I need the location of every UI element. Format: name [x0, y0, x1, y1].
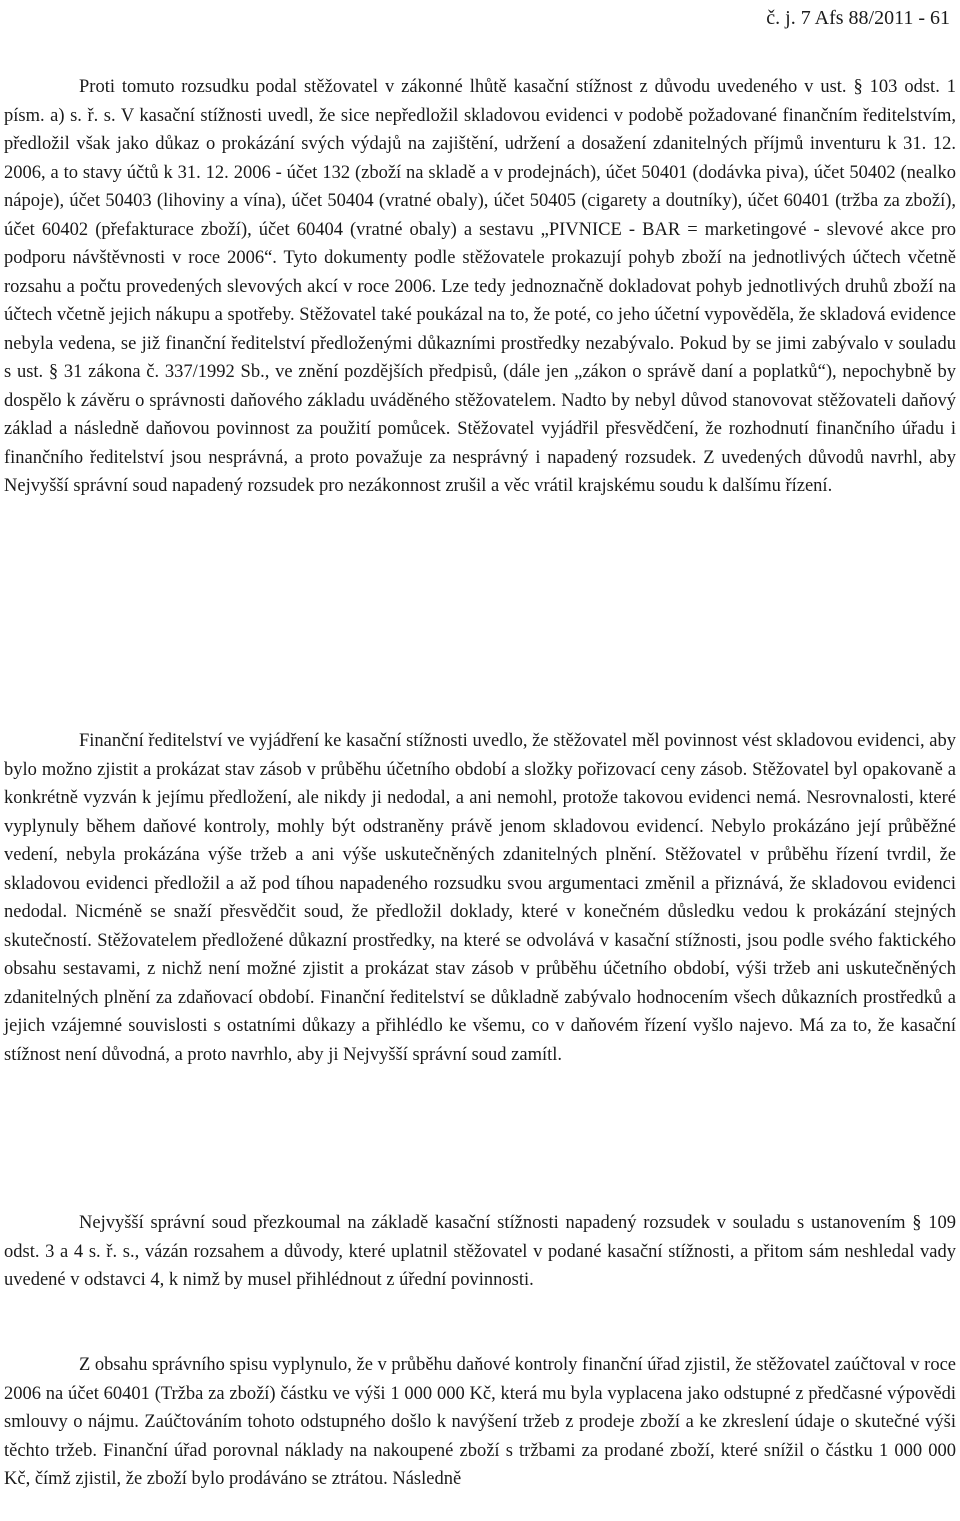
paragraph-cassation-complaint: Proti tomuto rozsudku podal stěžovatel v zákonné lhůtě kasační stížnost z důvodu uvedeného v ust. § 103 odst. 1 písm. a) s. ř. s. V kasační stížnosti uvedl, že sice nepředložil skladovou evidenci v podobě požadované finančním ředitelstvím, předložil však jako důkaz o prokázání svých výdajů na zajištění, udržení a dosažení zdanitelných příjmů inventuru k 31. 12. 2006, a to stavy účtů k 31. 12. 2006 - účet 132 (zboží na skladě a v prodejnách), účet 50401 (dodávka piva), účet 50402 (nealko nápoje), účet 50403 (lihoviny a vína), účet 50404 (vratné obaly), účet 50405 (cigarety a doutníky), účet 60401 (tržba za zboží), účet 60402 (přefakturace zboží), účet 60404 (vratné obaly) a sestavu „PIVNICE - BAR = marketingové - slevové akce pro podporu návštěvnosti v roce 2006“. Tyto dokumenty podle stěžovatele prokazují pohyb zboží na jednotlivých účtech včetně rozsahu a počtu provedených slevových akcí v roce 2006. Lze tedy jednoznačně dokladovat pohyb jednotlivých druhů zboží na účtech včetně jejich nákupu a spotřeby. Stěžovatel také poukázal na to, že poté, co jeho účetní vypověděla, že skladová evidence nebyla vedena, se již finanční ředitelství předloženými důkazními prostředky nezabývalo. Pokud by se jimi zabývalo v souladu s ust. § 31 zákona č. 337/1992 Sb., ve znění pozdějších předpisů, (dále jen „zákon o správě daní a poplatků“), nepochybně by dospělo k závěru o správnosti daňového základu uváděného stěžovatelem. Nadto by nebyl důvod stanovovat stěžovateli daňový základ a následně daňovou povinnost za použití pomůcek. Stěžovatel vyjádřil přesvědčení, že rozhodnutí finančního úřadu i finančního ředitelství jsou nesprávná, a proto považuje za nesprávný i napadený rozsudek. Z uvedených důvodů navrhl, aby Nejvyšší správní soud napadený rozsudek pro nezákonnost zrušil a věc vrátil krajskému soudu k dalšímu řízení. [4, 77, 956, 496]
case-number: č. j. 7 Afs 88/2011 - 61 [766, 7, 950, 29]
paragraph-directorate-response: Finanční ředitelství ve vyjádření ke kasační stížnosti uvedlo, že stěžovatel měl povinnost vést skladovou evidenci, aby bylo možno zjistit a prokázat stav zásob v průběhu účetního období a složky pořizovací ceny zásob. Stěžovatel byl opakovaně a konkrétně vyzván k jejímu předložení, ale nikdy ji nedodal, a ani nemohl, protože takovou evidenci nemá. Nesrovnalosti, které vyplynuly během daňové kontroly, mohly být odstraněny právě jenom skladovou evidencí. Nebylo prokázáno její průběžné vedení, nebyla prokázána výše tržeb a ani výše uskutečněných zdanitelných plnění. Stěžovatel v průběhu řízení tvrdil, že skladovou evidenci předložil a až pod tíhou napadeného rozsudku svou argumentaci změnil a přiznává, že skladovou evidenci nedodal. Nicméně se snaží přesvědčit soud, že předložil doklady, které v konečném důsledku vedou k prokázání stejných skutečností. Stěžovatelem předložené důkazní prostředky, na které se odvolává v kasační stížnosti, jsou podle svého faktického obsahu sestavami, z nichž není možné zjistit a prokázat stav zásob v průběhu účetního období, výši tržeb ani uskutečněných zdanitelných plnění za zdaňovací období. Finanční ředitelství se důkladně zabývalo hodnocením všech důkazních prostředků a jejich vzájemné souvislosti s ostatními důkazy a přihlédlo ke všemu, co v daňovém řízení vyšlo najevo. Má za to, že kasační stížnost není důvodná, a proto navrhlo, aby ji Nejvyšší správní soud zamítl. [4, 731, 956, 1065]
paragraph-file-contents: Z obsahu správního spisu vyplynulo, že v průběhu daňové kontroly finanční úřad zjistil, že stěžovatel zaúčtoval v roce 2006 na účet 60401 (Tržba za zboží) částku ve výši 1 000 000 Kč, která mu byla vyplacena jako odstupné z předčasné výpovědi smlouvy o nájmu. Zaúčtováním tohoto odstupného došlo k navýšení tržeb z prodeje zboží a ke zkreslení údaje o skutečné výši těchto tržeb. Finanční úřad porovnal náklady na nakoupené zboží s tržbami za prodané zboží, které snížil o částku 1 000 000 Kč, čímž zjistil, že zboží bylo prodáváno se ztrátou. Následně [4, 1355, 956, 1489]
paragraph-court-review: Nejvyšší správní soud přezkoumal na základě kasační stížnosti napadený rozsudek v souladu s ustanovením § 109 odst. 3 a 4 s. ř. s., vázán rozsahem a důvody, které uplatnil stěžovatel v podané kasační stížnosti, a přitom sám neshledal vady uvedené v odstavci 4, k nimž by musel přihlédnout z úřední povinnosti. [4, 1213, 956, 1290]
